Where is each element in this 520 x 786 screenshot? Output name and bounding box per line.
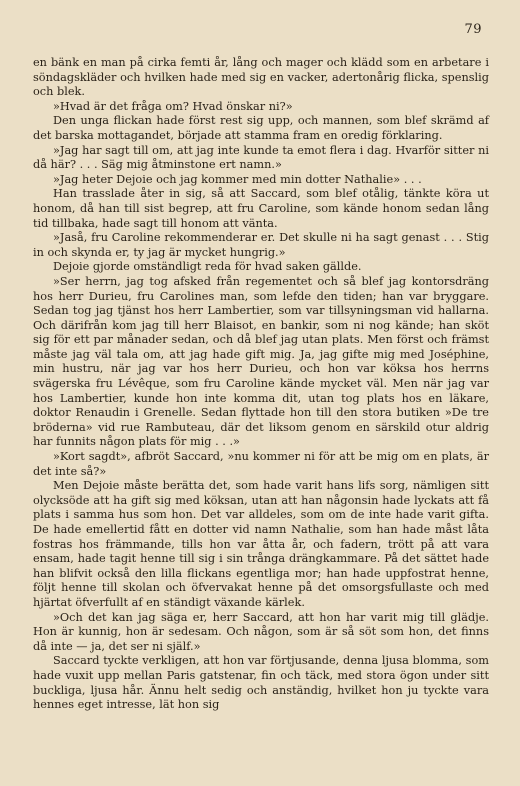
paragraph: »Hvad är det fråga om? Hvad önskar ni?» (53, 99, 293, 113)
paragraph: en bänk en man på cirka femti år, lång och mager och klädd som en arbetare i söndagskläder och hvilken hade med sig en vacker, adertonårig flicka, spenslig och blek. (33, 56, 489, 99)
paragraph: »Jag heter Dejoie och jag kommer med min dotter Nathalie» . . . (53, 172, 422, 186)
body-text (33, 56, 489, 713)
paragraph: Men Dejoie måste berätta det, som hade varit hans lifs sorg, nämligen sitt olycksöde att ha gift sig med köksan, utan att han någonsin hade lyckats att få plats i samma hus som hon. Det var alldeles, som om de inte hade varit gifta. De hade emellertid fått en dotter vid namn Nathalie, som han hade måst låta fostras hos främmande, tills hon var åtta år, och fadern, trött på att vara ensam, hade tagit henne till sig i sin trånga drängkammare. På det sättet hade han blifvit också den lilla flickans egentliga mor; han hade uppfostrat henne, följt henne till skolan och öfvervakat henne på det omsorgsfullaste och med hjärtat öfverfullt af en ständigt växande kärlek. (33, 479, 489, 609)
paragraph: Den unga flickan hade först rest sig upp, och mannen, som blef skrämd af det barska mottagandet, började att stamma fram en oredig förklaring. (33, 114, 489, 142)
paragraph: »Jaså, fru Caroline rekommenderar er. Det skulle ni ha sagt genast . . . Stig in och skynda er, ty jag är mycket hungrig.» (33, 231, 489, 259)
paragraph: Saccard tyckte verkligen, att hon var förtjusande, denna ljusa blomma, som hade vuxit upp mellan Paris gatstenar, fin och täck, med stora ögon under sitt buckliga, ljusa hår. Ännu helt sedig och anständig, hvilket hon ju tyckte vara hennes eget intresse, lät hon sig (33, 654, 489, 712)
page-number: 79 (464, 22, 482, 37)
paragraph: Han trasslade åter in sig, så att Saccard, som blef otålig, tänkte köra ut honom, då han till sist begrep, att fru Caroline, som kände honom sedan lång tid tillbaka, hade sagt till honom att vänta. (33, 187, 489, 230)
paragraph: Dejoie gjorde omständligt reda för hvad saken gällde. (53, 260, 362, 274)
paragraph: »Jag har sagt till om, att jag inte kunde ta emot flera i dag. Hvarför sitter ni då här? . . . Säg mig åtminstone ert namn.» (33, 143, 489, 172)
paragraph: »Och det kan jag säga er, herr Saccard, att hon har varit mig till glädje. Hon är kunnig, hon är sedesam. Och någon, som är så söt som hon, det finns då inte — ja, det ser ni själf.» (33, 610, 489, 653)
paragraph: »Ser herrn, jag tog afsked från regementet och så blef jag kontorsdräng hos herr Durieu, fru Carolines man, som lefde den tiden; han var bryggare. Sedan tog jag tjänst hos herr Lambertier, som var tillsyningsman vid hallarna. Och därifrån kom jag till herr Blaisot, en bankir, som ni nog kände; han sköt sig för ett par månader sedan, och då blef jag utan plats. Men först och främst måste jag väl tala om, att jag hade gift mig. Ja, jag gifte mig med Joséphine, min hustru, när jag var hos herr Durieu, och hon var köksa hos herrns svägerska fru Lévêque, som fru Caroline kände mycket väl. Men när jag var hos Lambertier, kunde hon inte komma dit, utan tog plats hos en läkare, doktor Renaudin i Grenelle. Sedan flyttade hon till den stora butiken »De tre bröderna» vid rue Rambuteau, där det liksom genom en särskild otur aldrig har funnits någon plats för mig . . .» (33, 274, 489, 449)
paragraph: »Kort sagdt», afbröt Saccard, »nu kommer ni för att be mig om en plats, är det inte så?» (33, 450, 489, 478)
